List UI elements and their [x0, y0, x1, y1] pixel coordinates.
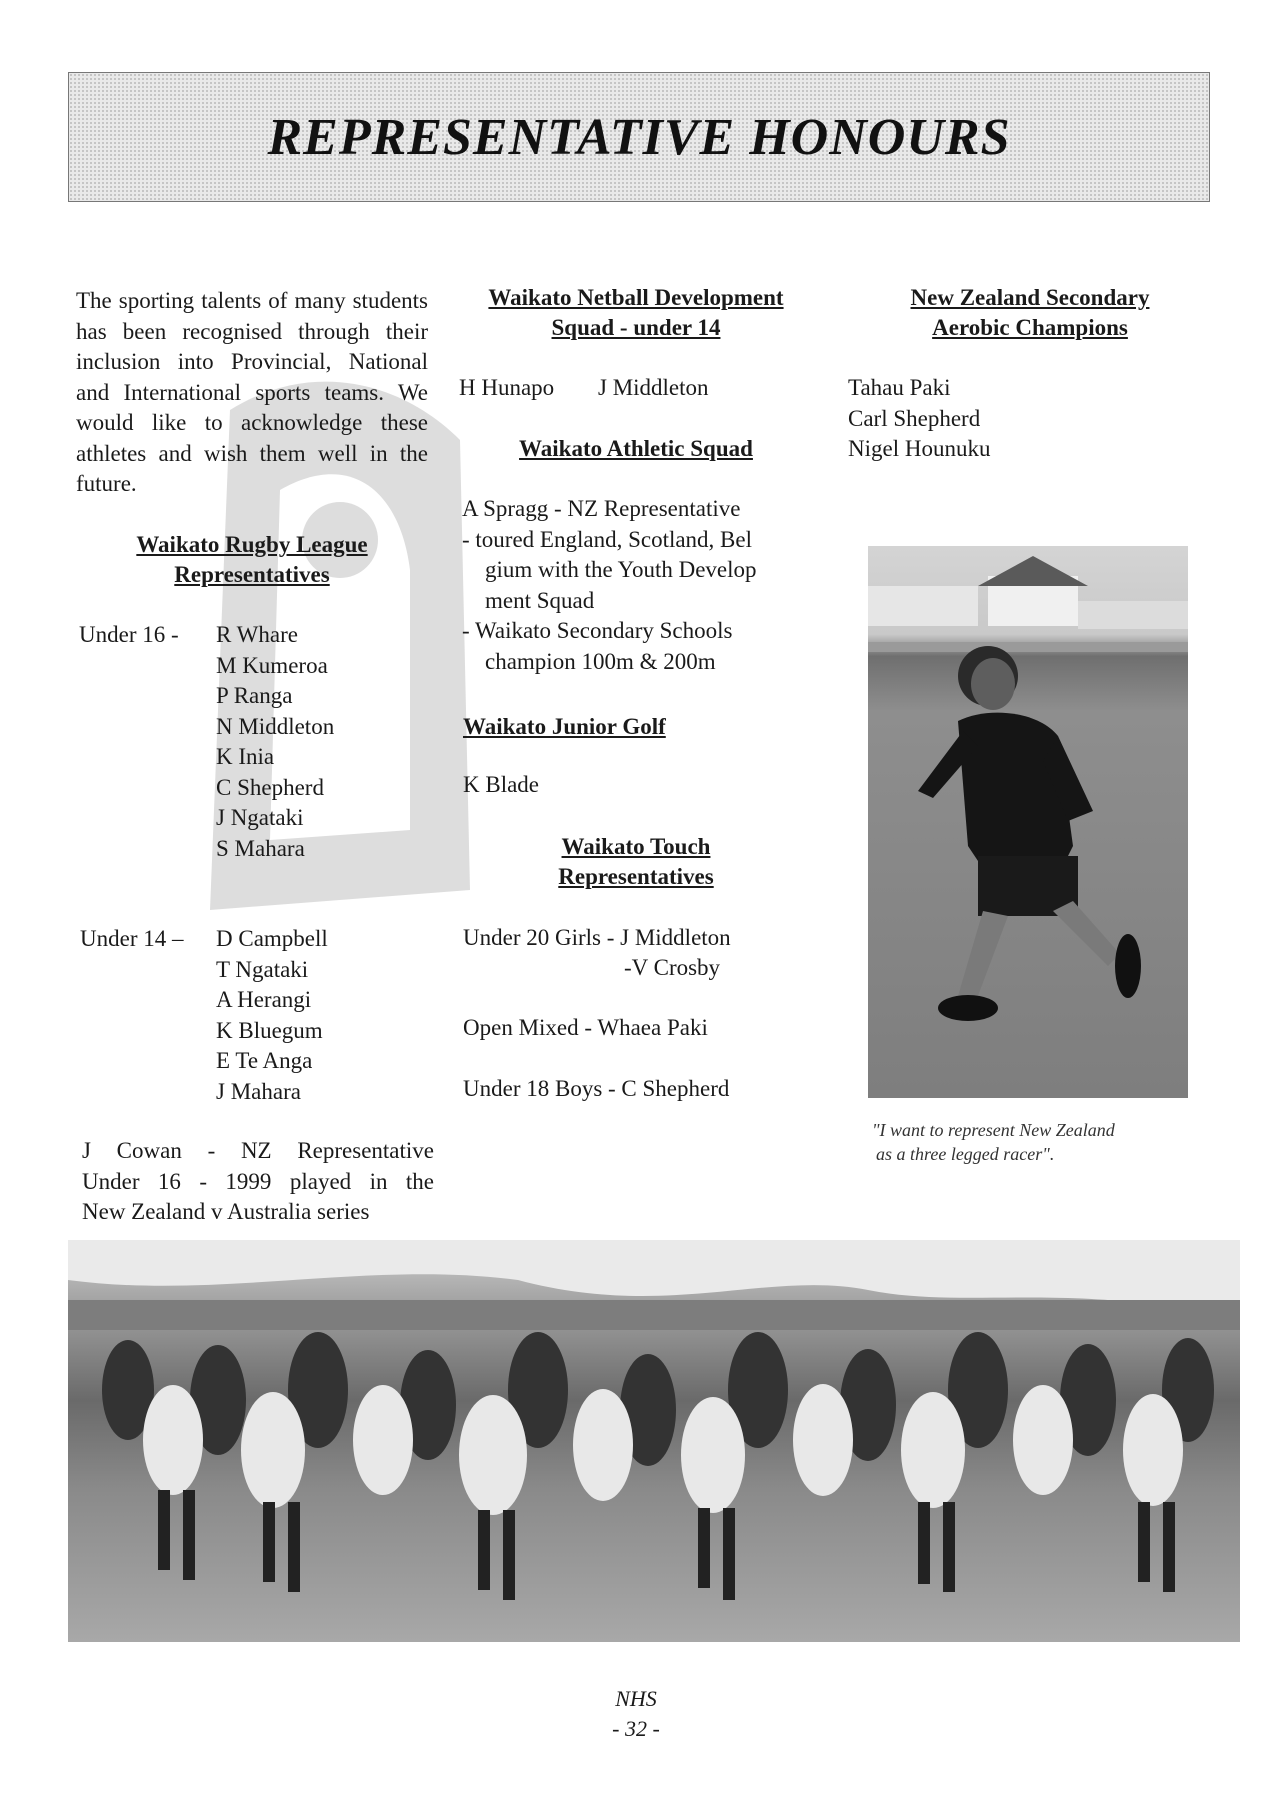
touch-heading-line-1: Waikato Touch — [561, 834, 711, 859]
list-item: D Campbell — [216, 926, 328, 951]
rugby-heading-line-1: Waikato Rugby League — [136, 532, 368, 557]
list-item: Nigel Hounuku — [848, 436, 991, 461]
footer-school: NHS — [615, 1686, 657, 1711]
rugby-under14-label: Under 14 – — [80, 926, 184, 951]
photo-caption-line-2: as a three legged racer". — [876, 1144, 1055, 1164]
list-item: K Inia — [216, 744, 275, 769]
netball-heading-line-1: Waikato Netball Development — [488, 285, 784, 310]
photo-caption-line-1: "I want to represent New Zealand — [872, 1120, 1115, 1140]
intro-paragraph: The sporting talents of many students has been recognised through their inclusion into Provincial, National and International sports teams. We would like to acknowledge these athletes and wish them well in the future. — [76, 288, 428, 496]
netball-name-1: H Hunapo — [459, 375, 555, 400]
cowan-line-1: J Cowan - NZ Representative — [82, 1138, 434, 1163]
aerobic-list — [848, 373, 990, 465]
list-item: Tahau Paki — [848, 375, 951, 400]
rugby-under16-label: Under 16 - — [79, 622, 179, 647]
aerobic-heading — [860, 283, 1200, 343]
list-item: C Shepherd — [216, 774, 324, 800]
athletic-item-1-line-1: - toured England, Scotland, Bel — [462, 526, 752, 552]
runner-photo — [868, 546, 1188, 1098]
netball-heading-line-2: Squad - under 14 — [551, 315, 721, 340]
touch-row-3: Under 18 Boys - C Shepherd — [463, 1076, 730, 1101]
list-item: S Mahara — [216, 835, 305, 861]
title-banner — [68, 72, 1210, 202]
athletic-item-1-line-2: gium with the Youth Develop — [485, 557, 757, 582]
aerobic-heading-line-1: New Zealand Secondary — [910, 285, 1150, 310]
athletic-lead: A Spragg - NZ Representative — [462, 496, 741, 521]
netball-name-2: J Middleton — [598, 375, 709, 400]
athletic-block — [462, 494, 814, 677]
runner-illustration — [868, 546, 1188, 1098]
crowd-illustration — [68, 1240, 1240, 1642]
golf-name: K Blade — [463, 772, 540, 797]
rugby-heading — [76, 530, 428, 590]
aerobic-heading-line-2: Aerobic Champions — [932, 315, 1128, 340]
footer — [536, 1684, 736, 1744]
touch-heading-line-2: Representatives — [558, 864, 714, 889]
cowan-note — [82, 1136, 434, 1197]
rugby-under14-list — [216, 924, 328, 1107]
athletic-item-2-line-1: - Waikato Secondary Schools — [462, 618, 733, 643]
rugby-heading-line-2: Representatives — [174, 562, 330, 587]
cowan-line-2: Under 16 - 1999 played in the — [82, 1168, 434, 1194]
list-item: K Bluegum — [216, 1017, 323, 1043]
athletic-heading: Waikato Athletic Squad — [519, 436, 753, 461]
list-item: A Herangi — [216, 987, 312, 1012]
touch-row-1: Under 20 Girls - J Middleton — [463, 925, 731, 950]
cross-country-crowd-photo — [68, 1240, 1240, 1642]
list-item: Carl Shepherd — [848, 405, 981, 431]
list-item: T Ngataki — [216, 956, 309, 982]
golf-heading: Waikato Junior Golf — [463, 714, 666, 739]
touch-heading — [456, 832, 816, 892]
list-item: R Whare — [216, 622, 298, 647]
page-title: REPRESENTATIVE HONOURS — [267, 108, 1011, 166]
rugby-under16-list — [216, 620, 334, 864]
page-number: - 32 - — [612, 1716, 660, 1741]
list-item: J Mahara — [216, 1078, 301, 1104]
list-item: N Middleton — [216, 713, 335, 739]
photo-caption — [872, 1118, 1202, 1166]
netball-heading — [456, 283, 816, 343]
list-item: J Ngataki — [216, 805, 304, 830]
touch-row-2: Open Mixed - Whaea Paki — [463, 1015, 708, 1040]
touch-row-1b: -V Crosby — [624, 955, 721, 980]
list-item: M Kumeroa — [216, 652, 328, 678]
athletic-item-1-line-3: ment Squad — [485, 587, 595, 613]
list-item: P Ranga — [216, 683, 293, 708]
athletic-item-2-line-2: champion 100m & 200m — [485, 648, 716, 674]
list-item: E Te Anga — [216, 1048, 313, 1073]
cowan-line-3: New Zealand v Australia series — [82, 1199, 370, 1224]
